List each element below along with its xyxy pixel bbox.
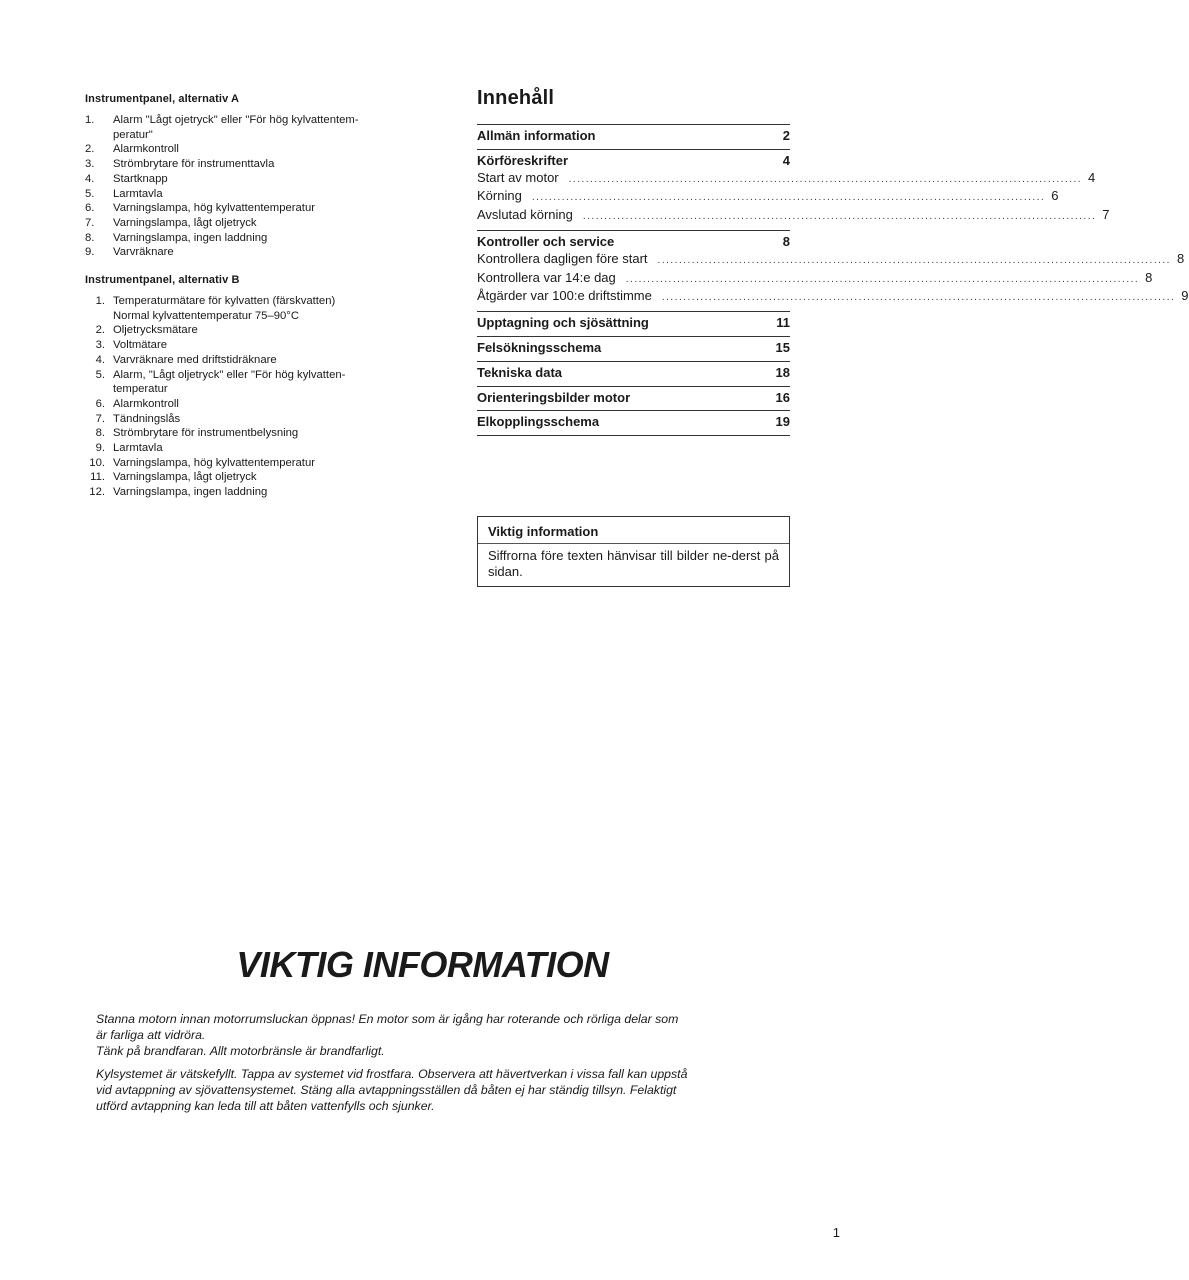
toc-group-title: Orienteringsbilder motor xyxy=(477,389,631,405)
list-item-text xyxy=(113,441,415,456)
list-item-number: 2. xyxy=(85,143,95,156)
list-item-text xyxy=(113,426,415,441)
toc-group-heading xyxy=(477,365,790,382)
list-item-number: 6. xyxy=(85,202,95,215)
list-item-line: Alarmkontroll xyxy=(113,397,179,410)
list-item-number: 6. xyxy=(95,397,105,410)
list-item-text xyxy=(113,245,415,260)
list-item-text xyxy=(113,142,415,157)
list-item-text xyxy=(113,172,415,187)
list-item-number: 4. xyxy=(85,172,95,185)
warning-paragraph-1 xyxy=(96,1011,786,1059)
list-item-number: 10. xyxy=(89,456,105,469)
list-item-number: 2. xyxy=(95,324,105,337)
toc-group xyxy=(477,124,790,149)
list-item xyxy=(85,216,415,231)
list-item-line: Oljetrycksmätare xyxy=(113,324,198,337)
list-item xyxy=(85,456,415,471)
toc-group-title: Körföreskrifter xyxy=(477,152,569,168)
list-item-text xyxy=(113,323,415,338)
toc-group-heading xyxy=(477,340,790,357)
page-number: 1 xyxy=(832,1225,840,1240)
list-item-text xyxy=(113,368,415,397)
list-item-text xyxy=(113,456,415,471)
list-item-number: 8. xyxy=(85,231,95,244)
toc-group xyxy=(477,230,1189,311)
list-item xyxy=(85,368,415,397)
warning-line: vid avtappning av sjövattensystemet. Stäng alla avtappningsställen då båten ej har ständig tillsyn. Felaktigt xyxy=(96,1083,677,1097)
list-item xyxy=(85,245,415,260)
list-item xyxy=(85,426,415,441)
warning-line: är farliga att vidröra. xyxy=(96,1028,206,1042)
list-item xyxy=(85,338,415,353)
list-item-number: 8. xyxy=(95,427,105,440)
list-item-line: Varningslampa, hög kylvattentemperatur xyxy=(113,202,315,215)
toc-group-title: Kontroller och service xyxy=(477,233,615,249)
toc-entry-page: 7 xyxy=(1102,207,1110,223)
list-item-number: 9. xyxy=(85,246,95,259)
toc-group xyxy=(477,386,790,411)
list-item-text xyxy=(113,397,415,412)
toc-entry xyxy=(477,188,1059,207)
toc-dot-leader: ........................................................................................................................ xyxy=(582,211,1097,223)
toc-group-page: 19 xyxy=(775,414,790,430)
toc-entry xyxy=(477,207,1110,226)
list-item xyxy=(85,172,415,187)
toc-entry xyxy=(477,288,1189,307)
list-item xyxy=(85,187,415,202)
list-item xyxy=(85,470,415,485)
list-item-line: Voltmätare xyxy=(113,339,168,352)
toc-group xyxy=(477,361,790,386)
warning-line: Kylsystemet är vätskefyllt. Tappa av systemet vid frostfara. Observera att hävertverkan i vissa fall kan uppstå xyxy=(96,1067,688,1081)
list-item-text xyxy=(113,485,415,500)
info-box-divider xyxy=(478,543,789,544)
warning-heading: VIKTIG INFORMATION xyxy=(236,944,609,985)
toc-group-title: Felsökningsschema xyxy=(477,339,602,355)
list-item-line: Larmtavla xyxy=(113,442,163,455)
list-item-line: Varningslampa, hög kylvattentemperatur xyxy=(113,456,315,469)
toc-group-heading xyxy=(477,153,790,170)
list-item-line: Startknapp xyxy=(113,172,168,185)
toc-entry xyxy=(477,269,1153,289)
toc-group xyxy=(477,336,790,361)
panel-a-title: Instrumentpanel, alternativ A xyxy=(85,93,240,105)
list-item-line: Normal kylvattentemperatur 75–90°C xyxy=(113,309,299,322)
list-item-text xyxy=(113,187,415,202)
toc-entry-label: Kontrollera dagligen före start xyxy=(477,250,648,266)
list-item xyxy=(85,201,415,216)
list-item-line: Varningslampa, lågt oljetryck xyxy=(113,216,257,229)
toc-dot-leader: ........................................................................................................................ xyxy=(657,254,1171,266)
toc-group-page: 16 xyxy=(775,389,790,405)
panel-b-title: Instrumentpanel, alternativ B xyxy=(85,274,240,287)
warning-paragraph-2 xyxy=(96,1066,786,1114)
toc-group-page: 11 xyxy=(776,315,790,331)
list-item-number: 7. xyxy=(85,216,95,229)
list-item-text xyxy=(113,216,415,231)
info-box xyxy=(477,516,790,587)
list-item-number: 5. xyxy=(95,368,105,381)
toc-entry-label: Avslutad körning xyxy=(477,207,573,223)
panel-b-list xyxy=(85,294,415,500)
warning-line: Tänk på brandfaran. Allt motorbränsle är brandfarligt. xyxy=(96,1044,385,1058)
toc-dot-leader: ........................................................................................................................ xyxy=(531,192,1046,204)
list-item-line: Alarm, "Lågt oljetryck" eller "För hög kylvatten- xyxy=(113,368,346,381)
toc-group-title: Allmän information xyxy=(477,128,596,143)
toc-group-heading xyxy=(477,390,790,407)
list-item-number: 9. xyxy=(95,442,105,455)
toc-group-page: 18 xyxy=(775,364,790,380)
list-item xyxy=(85,142,415,157)
toc-group-title: Tekniska data xyxy=(477,364,563,380)
list-item-line: Alarmkontroll xyxy=(113,143,179,156)
list-item-text xyxy=(113,157,415,172)
info-box-title: Viktig information xyxy=(488,524,599,539)
list-item xyxy=(85,157,415,172)
toc-entry xyxy=(477,169,1096,189)
toc-entry-page: 8 xyxy=(1145,269,1153,285)
toc-group-page: 2 xyxy=(782,128,790,143)
list-item-number: 3. xyxy=(95,339,105,352)
list-item-line: Larmtavla xyxy=(113,187,163,200)
list-item-number: 5. xyxy=(85,187,95,200)
list-item xyxy=(85,353,415,368)
list-item-line: Varningslampa, lågt oljetryck xyxy=(113,471,257,484)
toc-entry-page: 9 xyxy=(1181,288,1189,304)
list-item xyxy=(85,397,415,412)
toc-group-heading xyxy=(477,315,790,332)
toc-entry xyxy=(477,250,1185,270)
toc-group-heading xyxy=(477,414,790,431)
list-item-line: Varvräknare xyxy=(113,246,174,259)
info-box-text xyxy=(488,548,779,580)
list-item-line: Varningslampa, ingen laddning xyxy=(113,231,268,244)
list-item xyxy=(85,294,415,323)
toc-entry-label: Körning xyxy=(477,188,522,204)
list-item-number: 11. xyxy=(90,471,105,484)
warning-line: utförd avtappning kan leda till att båten vattenfylls och sjunker. xyxy=(96,1099,435,1113)
list-item-text xyxy=(113,201,415,216)
list-item-number: 1. xyxy=(85,114,95,126)
toc-group xyxy=(477,311,790,336)
toc-group xyxy=(477,149,1110,230)
toc-dot-leader: ........................................................................................................................ xyxy=(568,173,1083,185)
toc-heading: Innehåll xyxy=(477,87,555,109)
toc-group-heading xyxy=(477,128,790,145)
list-item-number: 3. xyxy=(85,158,95,171)
toc-group xyxy=(477,410,790,436)
list-item-line: temperatur xyxy=(113,383,168,396)
list-item-number: 7. xyxy=(95,412,105,425)
list-item-text xyxy=(113,338,415,353)
list-item-text xyxy=(113,231,415,246)
list-item-text xyxy=(113,470,415,485)
toc-entry-page: 4 xyxy=(1088,169,1096,185)
list-item-text xyxy=(113,353,415,368)
list-item-text xyxy=(113,113,415,142)
list-item-line: Temperaturmätare för kylvatten (färskvatten) xyxy=(113,295,336,308)
toc-groups xyxy=(477,124,1189,436)
list-item-line: Tändningslås xyxy=(113,412,181,425)
instrument-panel-lists xyxy=(85,93,415,514)
list-item-line: Varningslampa, ingen laddning xyxy=(113,486,268,499)
panel-a-list xyxy=(85,113,415,260)
list-item xyxy=(85,323,415,338)
toc-dot-leader: ........................................................................................................................ xyxy=(661,292,1176,304)
list-item-text xyxy=(113,294,415,323)
list-item xyxy=(85,231,415,246)
list-item-line: Varvräknare med driftstidräknare xyxy=(113,353,277,366)
toc-group-page: 4 xyxy=(782,152,790,168)
toc-entry-label: Åtgärder var 100:e driftstimme xyxy=(477,288,652,304)
table-of-contents xyxy=(477,87,1189,436)
toc-entry-label: Kontrollera var 14:e dag xyxy=(477,269,616,285)
info-box-text-content: Siffrorna före texten hänvisar till bilder ne-derst på sidan. xyxy=(488,548,779,579)
list-item-line: Strömbrytare för instrumentbelysning xyxy=(113,427,299,440)
toc-entry-page: 8 xyxy=(1176,250,1185,266)
toc-group-title: Upptagning och sjösättning xyxy=(477,315,649,331)
list-item-line: Alarm "Lågt ojetryck" eller "För hög kylvattentem- xyxy=(113,114,359,126)
list-item-text xyxy=(113,412,415,427)
list-item xyxy=(85,412,415,427)
toc-group-page: 15 xyxy=(775,339,790,355)
list-item xyxy=(85,113,415,142)
toc-group-title: Elkopplingsschema xyxy=(477,414,600,430)
toc-group-page: 8 xyxy=(782,233,790,249)
list-item xyxy=(85,485,415,500)
toc-entry-label: Start av motor xyxy=(477,169,559,185)
list-item-line: Strömbrytare för instrumenttavla xyxy=(113,158,275,171)
toc-dot-leader: ........................................................................................................................ xyxy=(625,273,1140,285)
toc-group-heading xyxy=(477,234,790,251)
list-item xyxy=(85,441,415,456)
warning-line: Stanna motorn innan motorrumsluckan öppnas! En motor som är igång har roterande och rörliga delar som xyxy=(96,1012,679,1026)
list-item-number: 12. xyxy=(89,486,105,499)
list-item-line: peratur" xyxy=(113,128,153,141)
list-item-number: 4. xyxy=(95,353,105,366)
toc-entry-page: 6 xyxy=(1051,188,1059,204)
list-item-number: 1. xyxy=(95,295,105,308)
